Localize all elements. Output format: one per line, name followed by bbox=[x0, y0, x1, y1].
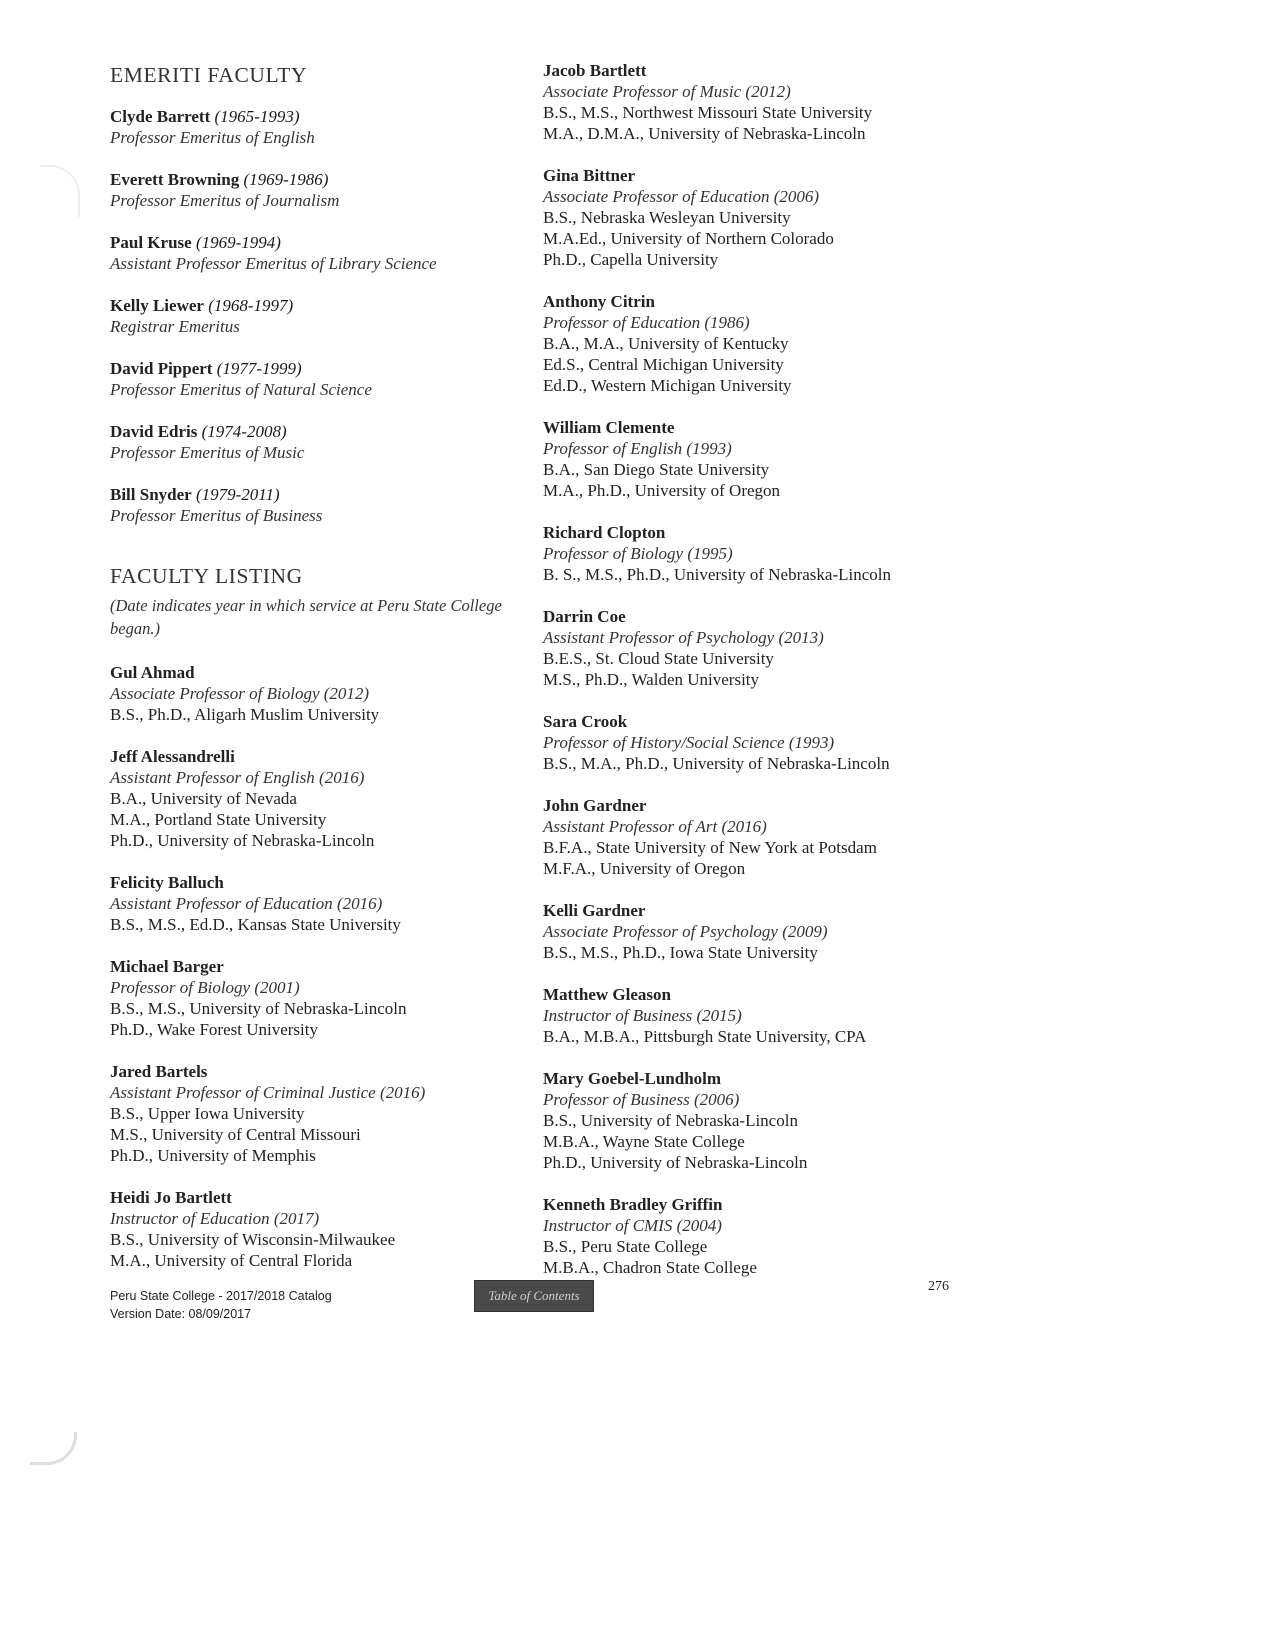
faculty-title: Instructor of Education (2017) bbox=[110, 1209, 320, 1228]
right-column bbox=[543, 60, 973, 1278]
list-item bbox=[543, 522, 973, 585]
scan-artifact bbox=[40, 165, 80, 217]
faculty-title: Assistant Professor of Education (2016) bbox=[110, 894, 383, 913]
faculty-name: Anthony Citrin bbox=[543, 292, 655, 311]
faculty-title: Assistant Professor Emeritus of Library Science bbox=[110, 254, 437, 273]
faculty-title: Professor of History/Social Science (1993) bbox=[543, 733, 835, 752]
faculty-degree: B.S., Upper Iowa University bbox=[110, 1104, 305, 1123]
faculty-name: Gul Ahmad bbox=[110, 663, 195, 682]
faculty-name: Sara Crook bbox=[543, 712, 628, 731]
faculty-title: Professor of English (1993) bbox=[543, 439, 732, 458]
catalog-footer bbox=[110, 1287, 332, 1323]
faculty-degree: M.F.A., University of Oregon bbox=[543, 859, 746, 878]
faculty-degree: B.S., M.S., Northwest Missouri State University bbox=[543, 103, 873, 122]
faculty-degree: B.S., M.S., University of Nebraska-Lincoln bbox=[110, 999, 407, 1018]
faculty-degree: Ph.D., Wake Forest University bbox=[110, 1020, 318, 1039]
faculty-degree: Ph.D., University of Memphis bbox=[110, 1146, 316, 1165]
faculty-title: Professor Emeritus of Music bbox=[110, 443, 305, 462]
table-of-contents-button[interactable]: Table of Contents bbox=[474, 1280, 594, 1312]
list-item bbox=[543, 795, 973, 879]
faculty-name: David Edris bbox=[110, 422, 198, 441]
service-years: (1977-1999) bbox=[216, 359, 302, 378]
faculty-degree: B.A., M.B.A., Pittsburgh State University, CPA bbox=[543, 1027, 867, 1046]
faculty-name: Felicity Balluch bbox=[110, 873, 224, 892]
list-item bbox=[110, 956, 510, 1040]
faculty-degree: M.A.Ed., University of Northern Colorado bbox=[543, 229, 834, 248]
list-item bbox=[110, 295, 510, 337]
faculty-title: Professor of Biology (2001) bbox=[110, 978, 300, 997]
list-item bbox=[110, 106, 510, 148]
faculty-listing-note: (Date indicates year in which service at Peru State College began.) bbox=[110, 596, 502, 638]
faculty-title: Professor of Business (2006) bbox=[543, 1090, 740, 1109]
faculty-degree: M.B.A., Wayne State College bbox=[543, 1132, 745, 1151]
faculty-name: Michael Barger bbox=[110, 957, 224, 976]
faculty-name: Clyde Barrett bbox=[110, 107, 211, 126]
faculty-degree: M.S., University of Central Missouri bbox=[110, 1125, 361, 1144]
list-item bbox=[110, 746, 510, 851]
faculty-degree: B.F.A., State University of New York at Potsdam bbox=[543, 838, 877, 857]
faculty-name: Heidi Jo Bartlett bbox=[110, 1188, 232, 1207]
faculty-degree: Ph.D., University of Nebraska-Lincoln bbox=[543, 1153, 808, 1172]
list-item bbox=[110, 662, 510, 725]
faculty-name: Gina Bittner bbox=[543, 166, 636, 185]
list-item bbox=[110, 872, 510, 935]
list-item bbox=[543, 1194, 973, 1278]
faculty-degree: B.S., University of Wisconsin-Milwaukee bbox=[110, 1230, 396, 1249]
faculty-title: Assistant Professor of Psychology (2013) bbox=[543, 628, 824, 647]
faculty-list-right bbox=[543, 60, 973, 1278]
list-item bbox=[543, 291, 973, 396]
faculty-degree: Ph.D., Capella University bbox=[543, 250, 719, 269]
list-item bbox=[110, 232, 510, 274]
faculty-name: David Pippert bbox=[110, 359, 213, 378]
faculty-name: Everett Browning bbox=[110, 170, 240, 189]
faculty-degree: B.S., University of Nebraska-Lincoln bbox=[543, 1111, 798, 1130]
faculty-name: Kelly Liewer bbox=[110, 296, 204, 315]
faculty-title: Assistant Professor of Art (2016) bbox=[543, 817, 767, 836]
faculty-name: Matthew Gleason bbox=[543, 985, 671, 1004]
faculty-degree: M.A., University of Central Florida bbox=[110, 1251, 353, 1270]
faculty-name: Kelli Gardner bbox=[543, 901, 646, 920]
faculty-degree: Ed.S., Central Michigan University bbox=[543, 355, 784, 374]
faculty-title: Professor Emeritus of English bbox=[110, 128, 315, 147]
faculty-title: Professor Emeritus of Journalism bbox=[110, 191, 340, 210]
faculty-degree: M.A., Ph.D., University of Oregon bbox=[543, 481, 781, 500]
faculty-degree: B.A., University of Nevada bbox=[110, 789, 297, 808]
emeriti-list bbox=[110, 106, 510, 526]
service-years: (1979-2011) bbox=[195, 485, 280, 504]
faculty-degree: M.B.A., Chadron State College bbox=[543, 1258, 757, 1277]
list-item bbox=[110, 358, 510, 400]
faculty-degree: Ed.D., Western Michigan University bbox=[543, 376, 792, 395]
faculty-title: Instructor of CMIS (2004) bbox=[543, 1216, 722, 1235]
faculty-degree: M.A., Portland State University bbox=[110, 810, 327, 829]
faculty-title: Instructor of Business (2015) bbox=[543, 1006, 742, 1025]
list-item bbox=[543, 417, 973, 501]
faculty-title: Associate Professor of Education (2006) bbox=[543, 187, 820, 206]
list-item bbox=[543, 711, 973, 774]
faculty-degree: B.S., M.S., Ed.D., Kansas State University bbox=[110, 915, 401, 934]
faculty-degree: B.E.S., St. Cloud State University bbox=[543, 649, 774, 668]
faculty-title: Associate Professor of Music (2012) bbox=[543, 82, 791, 101]
service-years: (1974-2008) bbox=[201, 422, 287, 441]
list-item bbox=[543, 1068, 973, 1173]
faculty-title: Professor of Biology (1995) bbox=[543, 544, 733, 563]
list-item bbox=[543, 165, 973, 270]
faculty-title: Associate Professor of Psychology (2009) bbox=[543, 922, 828, 941]
service-years: (1965-1993) bbox=[214, 107, 300, 126]
faculty-degree: B.A., M.A., University of Kentucky bbox=[543, 334, 789, 353]
left-column bbox=[110, 62, 510, 1271]
service-years: (1969-1994) bbox=[195, 233, 281, 252]
faculty-name: Mary Goebel-Lundholm bbox=[543, 1069, 722, 1088]
faculty-title: Professor Emeritus of Natural Science bbox=[110, 380, 372, 399]
faculty-title: Assistant Professor of English (2016) bbox=[110, 768, 365, 787]
faculty-name: Richard Clopton bbox=[543, 523, 666, 542]
list-item bbox=[543, 606, 973, 690]
faculty-degree: B.S., M.A., Ph.D., University of Nebraska-Lincoln bbox=[543, 754, 890, 773]
scan-artifact bbox=[30, 1432, 77, 1465]
list-item bbox=[110, 484, 510, 526]
faculty-degree: B.S., Ph.D., Aligarh Muslim University bbox=[110, 705, 380, 724]
faculty-degree: Ph.D., University of Nebraska-Lincoln bbox=[110, 831, 375, 850]
list-item bbox=[543, 900, 973, 963]
page-number: 276 bbox=[928, 1279, 949, 1294]
catalog-name: Peru State College - 2017/2018 Catalog bbox=[110, 1289, 332, 1303]
faculty-degree: B.S., Nebraska Wesleyan University bbox=[543, 208, 791, 227]
service-years: (1968-1997) bbox=[208, 296, 294, 315]
emeriti-heading: EMERITI FACULTY bbox=[110, 63, 308, 87]
faculty-list-left bbox=[110, 662, 510, 1271]
faculty-name: Jared Bartels bbox=[110, 1062, 208, 1081]
faculty-name: Bill Snyder bbox=[110, 485, 192, 504]
faculty-name: Darrin Coe bbox=[543, 607, 626, 626]
faculty-name: William Clemente bbox=[543, 418, 675, 437]
faculty-title: Professor Emeritus of Business bbox=[110, 506, 323, 525]
faculty-degree: B.S., M.S., Ph.D., Iowa State University bbox=[543, 943, 818, 962]
faculty-name: Jeff Alessandrelli bbox=[110, 747, 235, 766]
list-item bbox=[543, 60, 973, 144]
faculty-title: Registrar Emeritus bbox=[110, 317, 240, 336]
list-item bbox=[543, 984, 973, 1047]
faculty-degree: B.A., San Diego State University bbox=[543, 460, 770, 479]
version-date: Version Date: 08/09/2017 bbox=[110, 1307, 252, 1321]
faculty-title: Professor of Education (1986) bbox=[543, 313, 750, 332]
list-item bbox=[110, 1061, 510, 1166]
faculty-degree: M.S., Ph.D., Walden University bbox=[543, 670, 760, 689]
faculty-name: Paul Kruse bbox=[110, 233, 192, 252]
list-item bbox=[110, 421, 510, 463]
faculty-name: John Gardner bbox=[543, 796, 647, 815]
faculty-degree: M.A., D.M.A., University of Nebraska-Lincoln bbox=[543, 124, 866, 143]
faculty-name: Jacob Bartlett bbox=[543, 61, 647, 80]
faculty-title: Assistant Professor of Criminal Justice (2016) bbox=[110, 1083, 426, 1102]
list-item bbox=[110, 169, 510, 211]
faculty-name: Kenneth Bradley Griffin bbox=[543, 1195, 723, 1214]
faculty-degree: B. S., M.S., Ph.D., University of Nebraska-Lincoln bbox=[543, 565, 892, 584]
service-years: (1969-1986) bbox=[243, 170, 329, 189]
faculty-title: Associate Professor of Biology (2012) bbox=[110, 684, 370, 703]
faculty-listing-heading: FACULTY LISTING bbox=[110, 564, 303, 588]
faculty-degree: B.S., Peru State College bbox=[543, 1237, 708, 1256]
list-item bbox=[110, 1187, 510, 1271]
